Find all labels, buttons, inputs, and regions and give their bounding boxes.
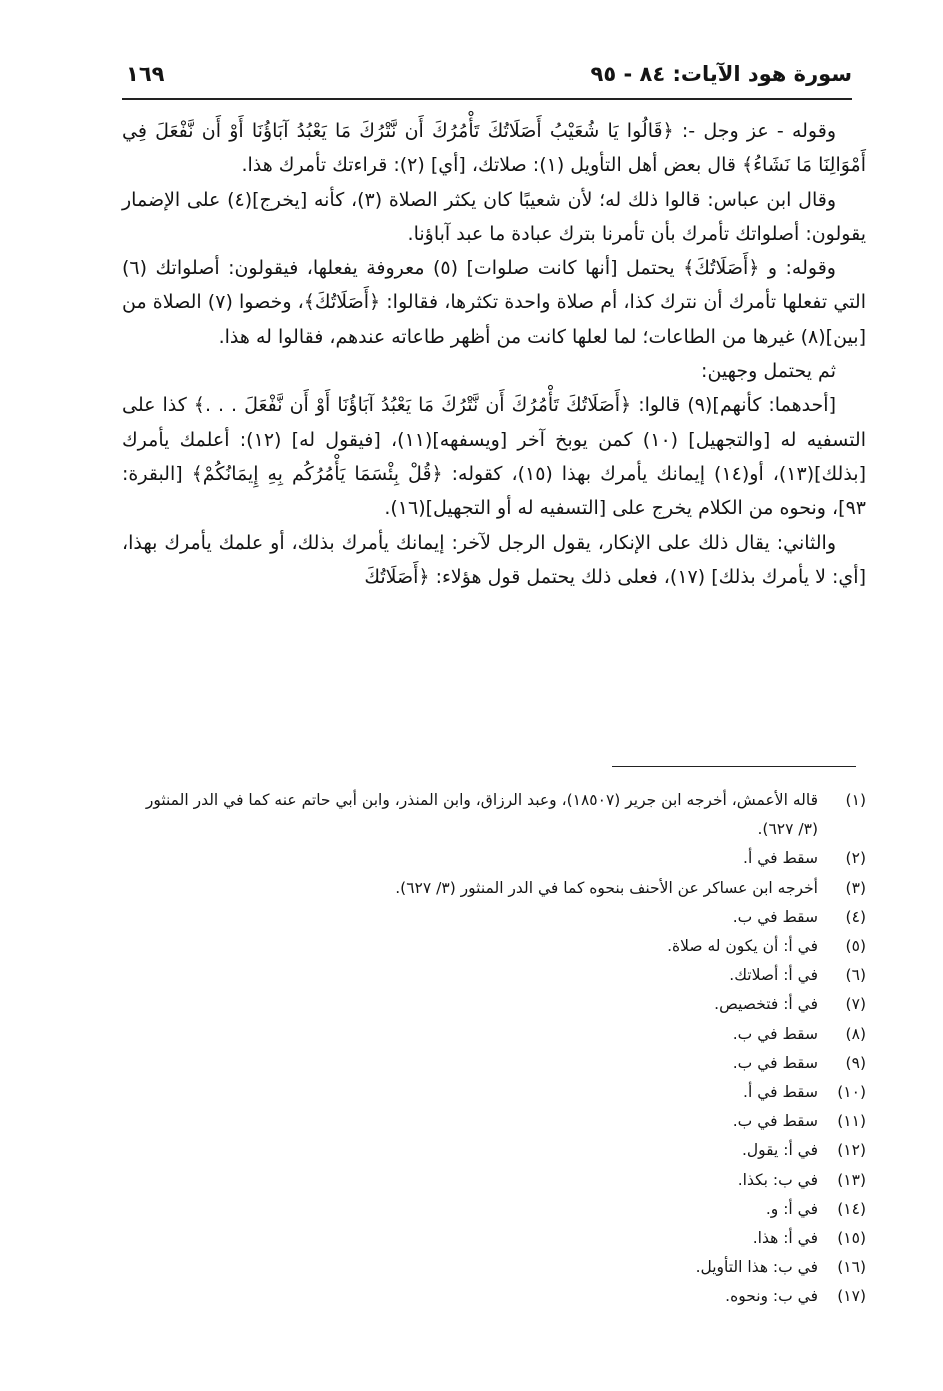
- footnote: [122, 903, 866, 932]
- footnote-number: (١١): [837, 1112, 866, 1131]
- footnote-text: أخرجه ابن عساكر عن الأحنف بنحوه كما في الدر المنثور (٣/ ٦٢٧).: [395, 878, 818, 897]
- footnote: [122, 1049, 866, 1078]
- paragraph: والثاني: يقال ذلك على الإنكار، يقول الرجل لآخر: إيمانك يأمرك بذلك، أو علمك يأمرك بهذا، [أي: لا يأمرك بذلك] (١٧)، فعلى ذلك يحتمل قول هؤلاء: ﴿أَصَلَاتُكَ: [122, 531, 866, 588]
- footnote-text: في ب: بكذا.: [737, 1170, 818, 1189]
- footnote: [122, 932, 866, 961]
- footnote-text: في ب: ونحوه.: [725, 1287, 818, 1306]
- paragraph: ثم يحتمل وجهين:: [701, 360, 836, 383]
- footnote: [122, 1224, 866, 1253]
- footnote: [122, 1282, 866, 1311]
- footnote-number: (٥): [845, 937, 866, 956]
- footnote-number: (٧): [845, 995, 866, 1014]
- paragraph: [أحدهما: كأنهم](٩) قالوا: ﴿أَصَلَاتُكَ تَأْمُرُكَ أَن نَّتْرُكَ مَا يَعْبُدُ آبَاؤُنَا أَوْ أَن نَّفْعَلَ . . .﴾ كذا على التسفيه له [والتجهيل] (١٠) كمن يوبخ آخر [ويسفهه](١١)، [فيقول له] (١٢): أعلمك يأمرك [بذلك](١٣)، أو(١٤) إيمانك يأمرك بهذا (١٥)، كقوله: ﴿قُلْ بِئْسَمَا يَأْمُرُكُم بِهِ إِيمَانُكُمْ﴾ [البقرة: ٩٣]، ونحوه من الكلام يخرج على [التسفيه له أو التجهيل](١٦).: [122, 394, 867, 520]
- footnote-text: في أ: هذا.: [752, 1229, 818, 1248]
- footnote: [122, 1195, 866, 1224]
- page-header: [122, 58, 852, 96]
- footnote: [122, 844, 866, 873]
- footnote-text: سقط في أ.: [743, 849, 818, 868]
- footnote-number: (١٥): [837, 1229, 866, 1248]
- footnote: [122, 961, 866, 990]
- running-title: سورة هود الآيات: ٨٤ - ٩٥: [590, 62, 852, 86]
- footnotes: [122, 786, 866, 1312]
- footnote: [122, 874, 866, 903]
- footnote-number: (٢): [845, 849, 866, 868]
- footnote-number: (١٢): [837, 1141, 866, 1160]
- page-number: ١٦٩: [126, 62, 165, 86]
- footnote-text: قاله الأعمش، أخرجه ابن جرير (١٨٥٠٧)، وعبد الرزاق، وابن المنذر، وابن أبي حاتم عنه كما في الدر المنثور (٣/ ٦٢٧).: [145, 791, 818, 839]
- footnote-number: (١٠): [837, 1083, 866, 1102]
- paragraph: وقوله - عز وجل -: ﴿قَالُوا يَا شُعَيْبُ أَصَلَاتُكَ تَأْمُرُكَ أَن نَّتْرُكَ مَا يَعْبُدُ آبَاؤُنَا أَوْ أَن نَّفْعَلَ فِي أَمْوَالِنَا مَا نَشَاءُ﴾ قال بعض أهل التأويل (١): صلاتك، [أي] (٢): قراءتك تأمرك هذا.: [122, 120, 866, 177]
- footnote-number: (٣): [845, 878, 866, 897]
- footnote: [122, 1107, 866, 1136]
- footnote-text: في أ: يقول.: [741, 1141, 818, 1160]
- header-divider: [122, 98, 852, 100]
- footnote-text: في أ: أصلاتك.: [729, 966, 818, 985]
- footnote-text: سقط في ب.: [732, 1053, 818, 1072]
- footnote-number: (٦): [845, 966, 866, 985]
- footnote: [122, 1166, 866, 1195]
- footnote: [122, 990, 866, 1019]
- main-text: [122, 114, 866, 594]
- footnote-text: في أ: و.: [765, 1199, 818, 1218]
- footnote-number: (١٤): [837, 1199, 866, 1218]
- footnote: [122, 1253, 866, 1282]
- footnote-number: (١): [845, 791, 866, 809]
- footnote-number: (١٧): [837, 1287, 866, 1306]
- footnote: [122, 786, 866, 844]
- footnote-text: سقط في ب.: [732, 1112, 818, 1131]
- footnote-divider: [612, 766, 856, 767]
- paragraph: وقال ابن عباس: قالوا ذلك له؛ لأن شعيبًا كان يكثر الصلاة (٣)، كأنه [يخرج](٤) على الإضمار يقولون: أصلواتك تأمرك بأن تأمرنا بترك عبادة ما عبد آباؤنا.: [122, 188, 866, 245]
- footnote-text: سقط في أ.: [743, 1083, 818, 1102]
- footnote-text: سقط في ب.: [732, 907, 818, 926]
- footnote-number: (٤): [845, 907, 866, 926]
- footnote: [122, 1020, 866, 1049]
- footnote-number: (٩): [845, 1053, 866, 1072]
- footnote: [122, 1136, 866, 1165]
- footnote-text: في ب: هذا التأويل.: [695, 1258, 818, 1277]
- footnote: [122, 1078, 866, 1107]
- footnote-text: سقط في ب.: [732, 1024, 818, 1043]
- paragraph: وقوله: و ﴿أَصَلَاتُكَ﴾ يحتمل [أنها كانت صلوات] (٥) معروفة يفعلها، فيقولون: أصلواتك (٦) التي تفعلها تأمرك أن نترك كذا، أم صلاة واحدة تكثرها، فقالوا: ﴿أَصَلَاتُكَ﴾، وخصوا (٧) الصلاة من [بين](٨) غيرها من الطاعات؛ لما لعلها كانت من أظهر طاعاته عندهم، فقالوا له هذا.: [122, 257, 866, 348]
- footnote-text: في أ: أن يكون له صلاة.: [667, 937, 818, 956]
- footnote-text: في أ: فتخصيص.: [714, 995, 818, 1014]
- footnote-number: (١٣): [837, 1170, 866, 1189]
- footnote-number: (١٦): [837, 1258, 866, 1277]
- footnote-number: (٨): [845, 1024, 866, 1043]
